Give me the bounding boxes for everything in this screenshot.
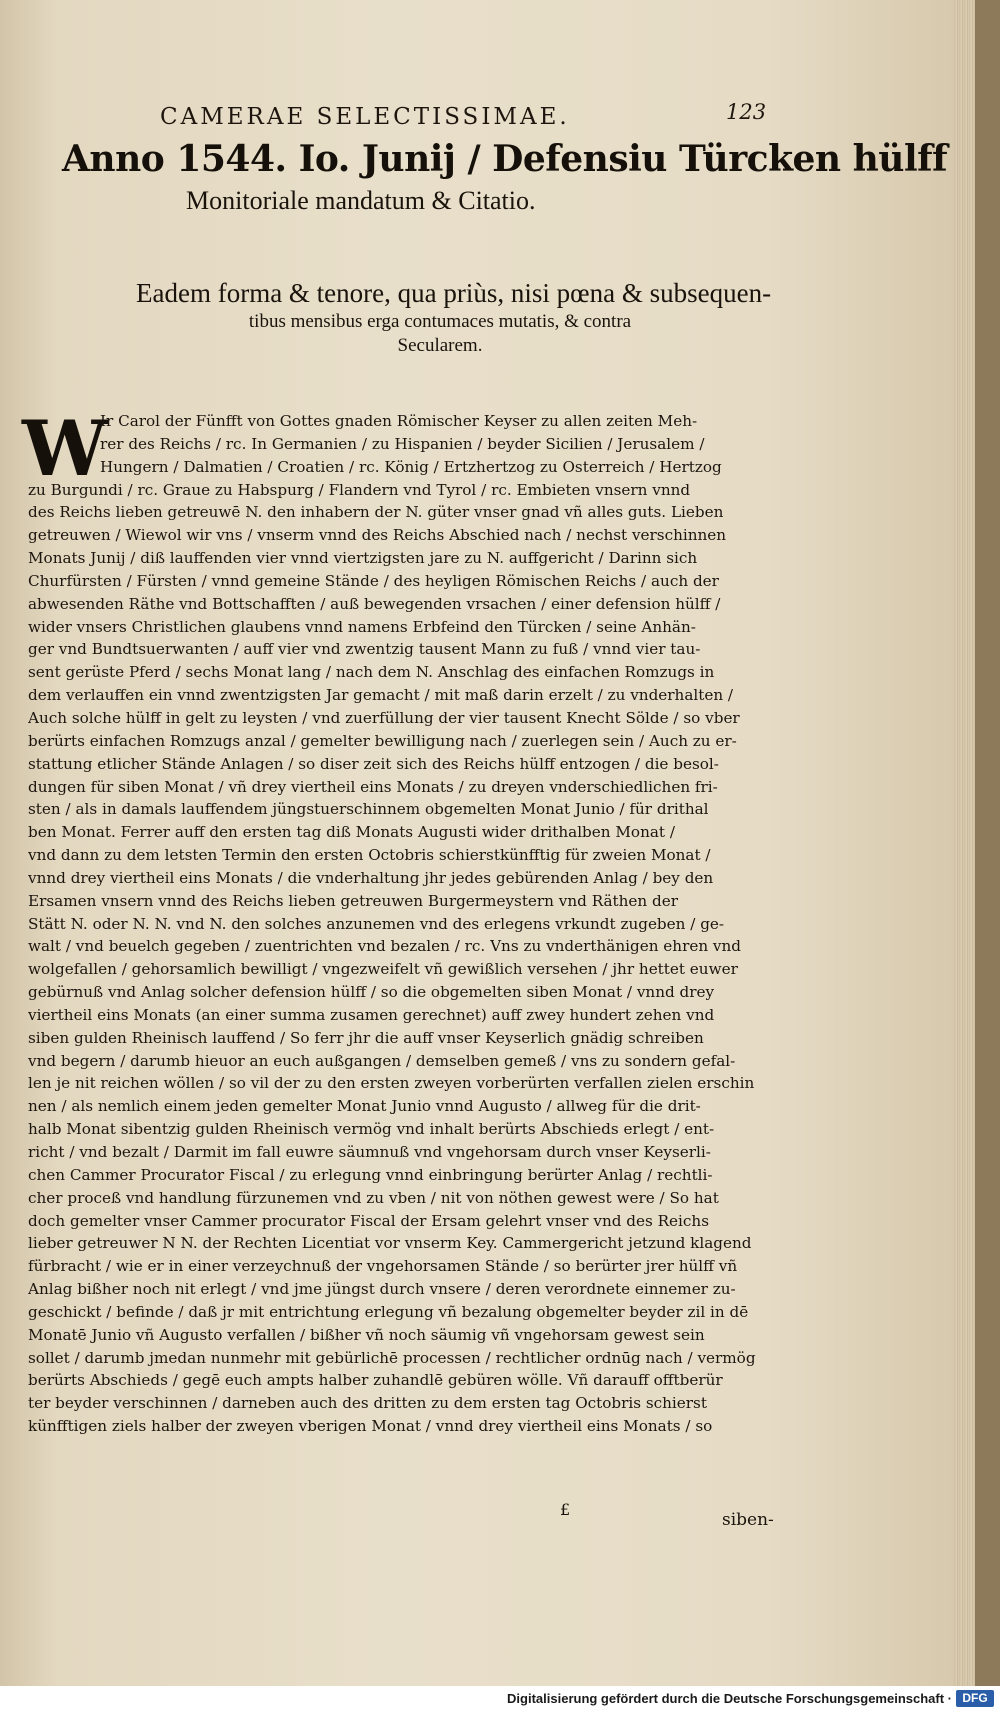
body-line: wolgefallen / gehorsamlich bewilligt / vngezweifelt vñ gewißlich versehen / jhr hettet euwer	[28, 960, 738, 979]
page-title: Anno 1544. Io. Junij / Defensiu Türcken hülff	[62, 138, 948, 180]
body-line: chen Cammer Procurator Fiscal / zu erlegung vnnd einbringung berürter Anlag / rechtli-	[28, 1165, 713, 1184]
dfg-logo: DFG	[956, 1690, 994, 1707]
body-line: sollet / darumb jmedan nunmehr mit gebürlichē processen / rechtlicher ordnūg nach / vermög	[28, 1348, 756, 1367]
body-line: vnd dann zu dem letsten Termin den ersten Octobris schierstkünfftig für zweien Monat /	[28, 846, 711, 865]
body-line: ter beyder verschinnen / darneben auch des dritten zu dem ersten tag Octobris schierst	[28, 1394, 707, 1413]
body-line: sent gerüste Pferd / sechs Monat lang / nach dem N. Anschlag des einfachen Romzugs in	[28, 663, 715, 682]
body-line: cher proceß vnd handlung fürzunemen vnd zu vben / nit von nöthen gewest were / So hat	[28, 1188, 719, 1207]
body-line: berürts Abschieds / gegē euch ampts halber zuhandlē gebüren wölle. Vñ darauff offtberür	[28, 1371, 723, 1390]
body-line: rer des Reichs / rc. In Germanien / zu Hispanien / beyder Sicilien / Jerusalem /	[100, 434, 705, 453]
page-subtitle: Monitoriale mandatum & Citatio.	[186, 186, 536, 215]
page-edges	[953, 0, 975, 1705]
lead-paragraph	[136, 278, 772, 357]
running-head: CAMERAE SELECTISSIMAE.	[160, 104, 570, 130]
body-line: len je nit reichen wöllen / so vil der zu den ersten zweyen vorberürten verfallen zielen erschin	[28, 1074, 755, 1093]
body-line: Monatē Junio vñ Augusto verfallen / bißher vñ noch säumig vñ vngehorsam gewest sein	[28, 1325, 705, 1344]
decorated-initial: W	[22, 404, 108, 493]
body-line: berürts einfachen Romzugs anzal / gemelter bewilligung nach / zuerlegen sein / Auch zu er-	[28, 731, 737, 750]
body-line: Stätt N. oder N. N. vnd N. den solches anzunemen vnd des erlegens vrkundt zugeben / ge-	[28, 914, 725, 933]
body-line: lieber getreuwer N N. der Rechten Licentiat vor vnserm Key. Cammergericht jetzund klagend	[28, 1234, 752, 1253]
body-line: Hungern / Dalmatien / Croatien / rc. König / Ertzhertzog zu Osterreich / Hertzog	[100, 457, 722, 476]
catchword: siben-	[722, 1510, 774, 1530]
body-line: ben Monat. Ferrer auff den ersten tag diß Monats Augusti wider drithalben Monat /	[28, 823, 675, 842]
body-line: Ersamen vnsern vnnd des Reichs lieben getreuwen Burgermeystern vnd Räthen der	[28, 891, 678, 910]
body-line: abwesenden Räthe vnd Bottschafften / auß bewegenden vrsachen / einer defension hülff /	[28, 594, 721, 613]
body-line: ger vnd Bundtsuerwanten / auff vier vnd zwentzig tausent Mann zu fuß / vnnd vier tau-	[28, 640, 701, 659]
body-line: künfftigen ziels halber der zweyen vberigen Monat / vnnd drey viertheil eins Monats / so	[28, 1417, 713, 1436]
body-line: stattung etlicher Stände Anlagen / so diser zeit sich des Reichs hülff entzogen / die besol-	[28, 754, 719, 773]
body-line: fürbracht / wie er in einer verzeychnuß der vngehorsamen Stände / so berürter jrer hülff vñ	[28, 1257, 738, 1276]
footer-credit: Digitalisierung gefördert durch die Deutsche Forschungsgemeinschaft ·	[507, 1691, 952, 1706]
body-text	[28, 410, 768, 1438]
body-line: doch gemelter vnser Cammer procurator Fiscal der Ersam gelehrt vnser vnd des Reichs	[28, 1211, 709, 1230]
body-line: gebürnuß vnd Anlag solcher defension hülff / so die obgemelten siben Monat / vnnd drey	[28, 983, 715, 1002]
body-line: Monats Junij / diß lauffenden vier vnnd viertzigsten jare zu N. auffgericht / Darinn sich	[28, 549, 698, 568]
body-line: des Reichs lieben getreuwē N. den inhabern der N. güter vnser gnad vñ alles guts. Lieben	[28, 503, 724, 522]
body-line: vnnd drey viertheil eins Monats / die vnderhaltung jhr jedes gebürenden Anlag / bey den	[28, 868, 714, 887]
body-line: walt / vnd beuelch gegeben / zuentrichten vnd bezalen / rc. Vns zu vnderthänigen ehren vnd	[28, 937, 742, 956]
body-line: viertheil eins Monats (an einer summa zusamen gerechnet) auff zwey hundert zehen vnd	[28, 1005, 715, 1024]
body-line: wider vnsers Christlichen glaubens vnnd namens Erbfeind den Türcken / seine Anhän-	[28, 617, 696, 636]
body-line: vnd begern / darumb hieuor an euch außgangen / demselben gemeß / vns zu sondern gefal-	[28, 1051, 736, 1070]
body-line: halb Monat sibentzig gulden Rheinisch vermög vnd inhalt berürts Abschieds erlegt / ent-	[28, 1120, 715, 1139]
digitization-footer	[0, 1686, 1000, 1712]
body-line: sten / als in damals lauffendem jüngstuerschinnem obgemelten Monat Junio / für drithal	[28, 800, 709, 819]
lead-line-2: tibus mensibus erga contumaces mutatis, & contra	[248, 311, 632, 332]
body-line: nen / als nemlich einem jeden gemelter Monat Junio vnnd Augusto / allweg für die drit-	[28, 1097, 701, 1116]
body-line: Anlag bißher noch nit erlegt / vnd jme jüngst durch vnsere / deren verordnete einnemer zu-	[28, 1280, 736, 1299]
body-line: Auch solche hülff in gelt zu leysten / vnd zuerfüllung der vier tausent Knecht Sölde / so vber	[28, 708, 740, 727]
body-line: Ir Carol der Fünfft von Gottes gnaden Römischer Keyser zu allen zeiten Meh-	[100, 412, 698, 430]
body-line: getreuwen / Wiewol wir vns / vnserm vnnd des Reichs Abschied nach / nechst verschinnen	[28, 526, 727, 545]
body-line: siben gulden Rheinisch lauffend / So ferr jhr die auff vnser Keyserlich gnädig schreiben	[28, 1028, 704, 1047]
body-line: dem verlauffen ein vnnd zwentzigsten Jar gemacht / mit maß darin erzelt / zu vnderhalten /	[28, 686, 734, 705]
body-line: zu Burgundi / rc. Graue zu Habspurg / Flandern vnd Tyrol / rc. Embieten vnsern vnnd	[28, 480, 691, 499]
body-line: geschickt / befinde / daß jr mit entrichtung erlegung vñ bezalung obgemelter beyder zil in dē	[28, 1302, 749, 1321]
lead-line-3: Secularem.	[397, 335, 483, 356]
body-line: richt / vnd bezalt / Darmit im fall euwre säumnuß vnd vngehorsam durch vnser Keyserli-	[28, 1143, 711, 1161]
body-line: Churfürsten / Fürsten / vnnd gemeine Stände / des heyligen Römischen Reichs / auch der	[28, 571, 719, 590]
page-number: 123	[726, 100, 767, 124]
signature-mark: £	[560, 1500, 571, 1519]
lead-line-1: Eadem forma & tenore, qua priùs, nisi pœna & subsequen-	[136, 278, 772, 308]
body-line: dungen für siben Monat / vñ drey viertheil eins Monats / zu dreyen vnderschiedlichen fri-	[28, 777, 718, 796]
book-cover-edge	[975, 0, 1000, 1705]
